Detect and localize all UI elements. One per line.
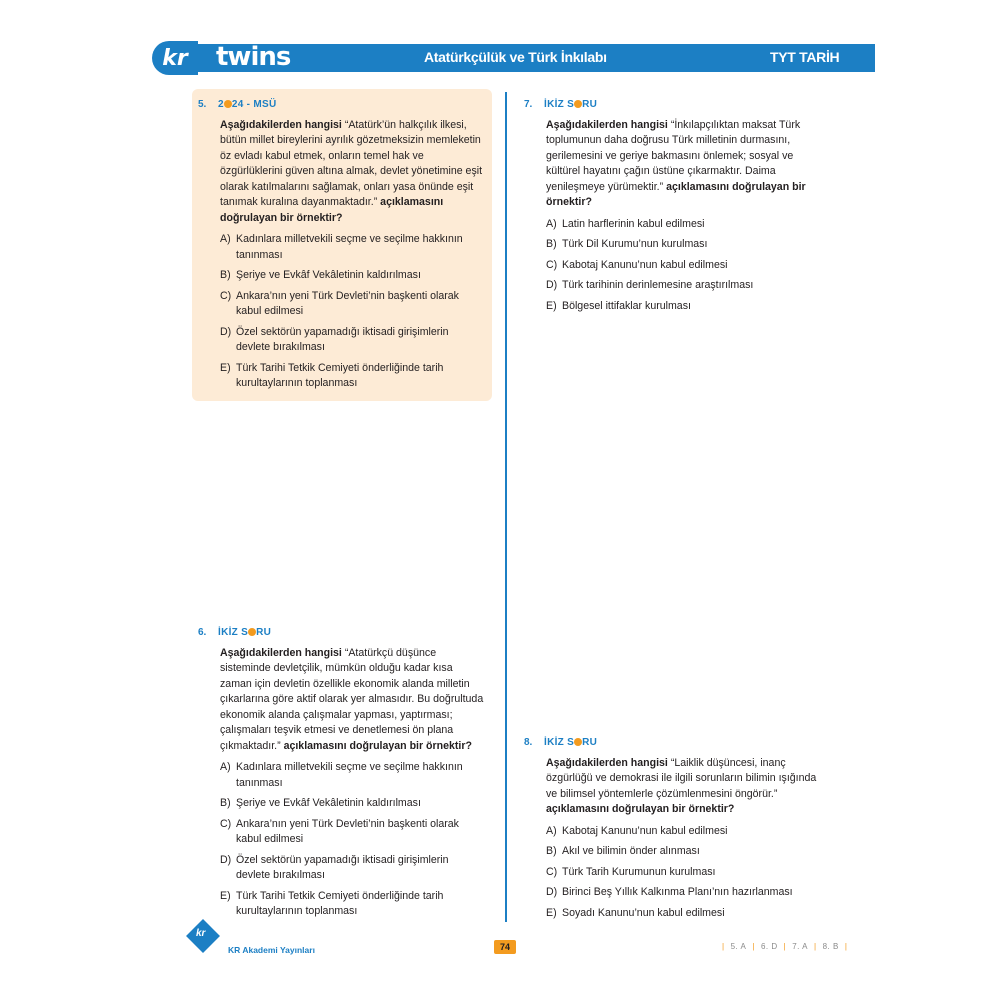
options-list	[546, 824, 824, 922]
option-c[interactable]: C) Kabotaj Kanunu’nun kabul edilmesi	[546, 258, 728, 271]
option-a[interactable]: A) Kadınlara milletvekili seçme ve seçilme hakkının tanınması	[220, 761, 463, 789]
question-6	[198, 625, 484, 925]
answer-key-item: 7. A	[792, 942, 808, 951]
page-title: Atatürkçülük ve Türk İnkılabı	[424, 49, 607, 65]
option-b[interactable]: B) Şeriye ve Evkâf Vekâletinin kaldırılması	[220, 269, 421, 281]
option-a[interactable]: A) Kabotaj Kanunu’nun kabul edilmesi	[546, 824, 728, 837]
question-stem: Aşağıdakilerden hangisi “İnkılapçılıktan maksat Türk toplumunun daha doğrusu Türk milletinin durmasını, gerilemesini ve geriye bakmasını önlemek; sosyal ve kültürel hayatını çağın üstüne çıkarmaktır. Daima yenileşmeye yürümektir.” açıklamasını doğrulayan bir örnektir?	[546, 118, 806, 208]
options-list	[546, 217, 824, 315]
answer-key: | 5. A | 6. D | 7. A | 8. B |	[722, 942, 848, 951]
option-d[interactable]: D) Özel sektörün yapamadığı iktisadi girişimlerin devlete bırakılması	[220, 853, 449, 881]
orange-dot-icon	[574, 100, 582, 108]
orange-dot-icon	[574, 738, 582, 746]
question-7	[524, 97, 824, 319]
option-e[interactable]: E) Soyadı Kanunu’nun kabul edilmesi	[546, 906, 725, 919]
page-number: 74	[494, 940, 516, 954]
question-tag: 2 24 - MSÜ	[218, 99, 277, 110]
option-d[interactable]: D) Özel sektörün yapamadığı iktisadi girişimlerin devlete bırakılması	[220, 325, 449, 353]
option-d[interactable]: D) Türk tarihinin derinlemesine araştırılması	[546, 279, 754, 291]
question-stem: Aşağıdakilerden hangisi “Atatürkçü düşünce sisteminde devletçilik, mümkün olduğu kadar kısa zaman için devletin özellikle ekonomik alanda milletin çıkarlarına göre aktif olarak yer almasıdır. Bu doğrultuda ekonomik alanda çalışmalar yapması, yaptırması; çalışmaları teşvik etmesi ve denetlemesi ön plana çıkmaktadır.” açıklamasını doğrulayan bir örnektir?	[220, 646, 484, 752]
question-number: 7.	[524, 99, 533, 110]
question-stem: Aşağıdakilerden hangisi “Laiklik düşüncesi, inanç özgürlüğü ve demokrasi ile ilgili sorunların bilimin ışığında ve bilimsel yöntemlerle çözümlenmesini öngörür.” açıklamasını doğrulayan bir örnektir?	[546, 756, 817, 815]
question-stem: Aşağıdakilerden hangisi “Atatürk’ün halkçılık ilkesi, bütün millet bireylerini ayrılık gözetmeksizin memleketin öz evladı kabul etmek, onların temel hak ve özgürlüklerini güven altına almak, devlet yönetimine eşit olarak katılmalarını sağlamak, onları yasa önünde eşit tanımak kuralına dayanmaktadır.” açıklamasını doğrulayan bir örnektir?	[220, 118, 483, 224]
question-tag: İKİZ S RU	[544, 99, 598, 110]
question-number: 6.	[198, 627, 207, 638]
option-e[interactable]: E) Bölgesel ittifaklar kurulması	[546, 299, 691, 312]
option-c[interactable]: C) Ankara’nın yeni Türk Devleti’nin başkenti olarak kabul edilmesi	[220, 289, 459, 317]
question-tag: İKİZ S RU	[218, 627, 272, 638]
options-list	[220, 232, 484, 392]
publisher-name: KR Akademi Yayınları	[228, 945, 315, 955]
answer-key-item: 6. D	[760, 942, 778, 951]
option-e[interactable]: E) Türk Tarihi Tetkik Cemiyeti önderliğinde tarih kurultaylarının toplanması	[220, 361, 444, 389]
option-c[interactable]: C) Ankara’nın yeni Türk Devleti’nin başkenti olarak kabul edilmesi	[220, 817, 459, 845]
option-a[interactable]: A) Kadınlara milletvekili seçme ve seçilme hakkının tanınması	[220, 233, 463, 261]
question-number: 8.	[524, 737, 533, 748]
option-b[interactable]: B) Türk Dil Kurumu’nun kurulması	[546, 238, 708, 250]
orange-dot-icon	[224, 100, 232, 108]
footer-logo-text: kr	[196, 928, 206, 939]
logo-kr-mark: kr	[152, 41, 198, 75]
option-e[interactable]: E) Türk Tarihi Tetkik Cemiyeti önderliğinde tarih kurultaylarının toplanması	[220, 889, 444, 917]
option-b[interactable]: B) Akıl ve bilimin önder alınması	[546, 845, 700, 857]
options-list	[220, 760, 484, 920]
orange-dot-icon	[248, 628, 256, 636]
column-divider	[505, 92, 507, 922]
question-number: 5.	[198, 99, 207, 110]
option-c[interactable]: C) Türk Tarih Kurumunun kurulması	[546, 865, 716, 878]
option-b[interactable]: B) Şeriye ve Evkâf Vekâletinin kaldırılması	[220, 797, 421, 809]
question-tag: İKİZ S RU	[544, 737, 598, 748]
brand-logo	[152, 40, 198, 76]
question-8	[524, 735, 824, 926]
option-a[interactable]: A) Latin harflerinin kabul edilmesi	[546, 217, 705, 230]
answer-key-item: 8. B	[822, 942, 839, 951]
option-d[interactable]: D) Birinci Beş Yıllık Kalkınma Planı’nın hazırlanması	[546, 886, 793, 898]
logo-twins-text: twins	[216, 42, 291, 72]
question-5	[198, 97, 484, 397]
answer-key-item: 5. A	[730, 942, 747, 951]
subject-label: TYT TARİH	[770, 49, 840, 65]
